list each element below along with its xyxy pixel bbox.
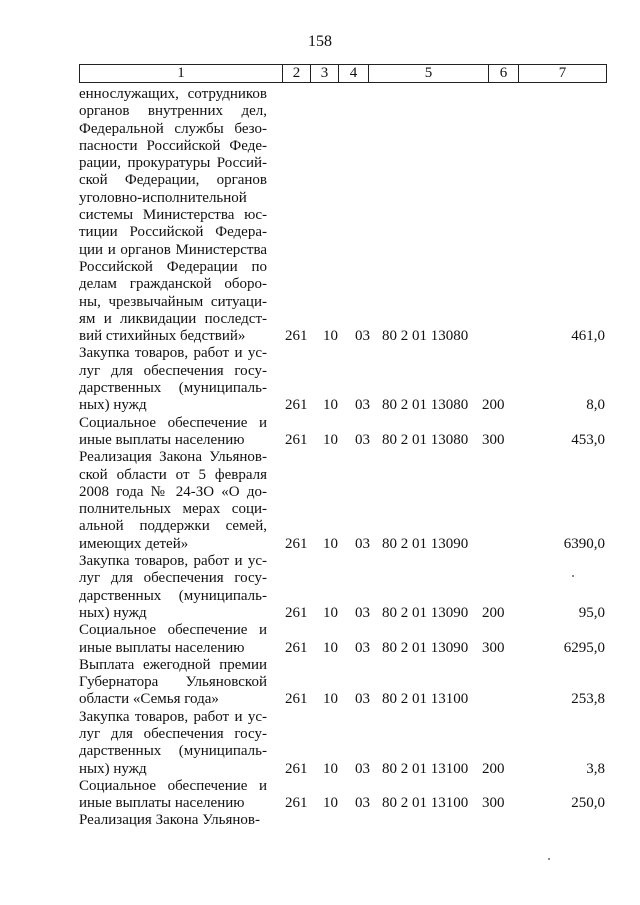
description-line: Реализация Закона Ульянов- [79, 449, 267, 466]
row-description [79, 553, 267, 622]
description-line: луг для обеспечения госу- [79, 362, 267, 379]
table-row [79, 86, 605, 345]
table-row [79, 812, 605, 829]
description-line: Российской Федерации по [79, 258, 267, 275]
description-line: Социальное обеспечение и [79, 777, 267, 794]
description-line: ных) нужд [79, 604, 147, 621]
ministry-code: 261 [285, 431, 308, 448]
description-line: ции и органов Министерства [79, 241, 267, 258]
amount-value: 95,0 [578, 604, 605, 621]
description-line: дарственных (муниципаль- [79, 743, 267, 760]
table-row [79, 449, 605, 553]
amount-value: 8,0 [586, 397, 605, 414]
description-line: ям и ликвидации последст- [79, 310, 267, 327]
section-code: 10 [323, 795, 338, 812]
description-line: 2008 года № 24-ЗО «О до- [79, 483, 267, 500]
section-code: 10 [323, 760, 338, 777]
description-line: еннослужащих, сотрудников [79, 86, 267, 102]
row-description [79, 812, 267, 829]
target-article-code: 80 2 01 13100 [382, 795, 469, 812]
subsection-code: 03 [355, 431, 370, 448]
row-description [79, 415, 267, 450]
description-line: ны, чрезвычайным ситуаци- [79, 293, 267, 310]
description-line: ской области от 5 февраля [79, 466, 267, 483]
description-line: рации, прокуратуры Россий- [79, 155, 267, 172]
description-line: имеющих детей» [79, 535, 189, 552]
expense-type-code: 200 [482, 760, 505, 777]
table-row [79, 709, 605, 778]
amount-value: 453,0 [571, 431, 605, 448]
expense-type-code: 200 [482, 397, 505, 414]
description-line: Губернатора Ульяновской [79, 674, 267, 691]
table-header [79, 64, 607, 83]
target-article-code: 80 2 01 13100 [382, 760, 469, 777]
target-article-code: 80 2 01 13090 [382, 639, 469, 656]
description-line: иные выплаты населению [79, 639, 245, 656]
description-line: иные выплаты населению [79, 795, 245, 812]
row-description [79, 657, 267, 709]
section-code: 10 [323, 639, 338, 656]
target-article-code: 80 2 01 13080 [382, 431, 469, 448]
table-row [79, 778, 605, 813]
description-line: пасности Российской Феде- [79, 137, 267, 154]
description-line: ных) нужд [79, 397, 147, 414]
description-line: дарственных (муниципаль- [79, 587, 267, 604]
ministry-code: 261 [285, 535, 308, 552]
description-line: области «Семья года» [79, 691, 219, 708]
subsection-code: 03 [355, 535, 370, 552]
table-row [79, 553, 605, 622]
target-article-code: 80 2 01 13080 [382, 328, 469, 345]
row-description [79, 449, 267, 553]
table-body [79, 86, 605, 830]
table-row [79, 345, 605, 414]
description-line: Реализация Закона Ульянов- [79, 812, 260, 829]
row-description [79, 345, 267, 414]
ministry-code: 261 [285, 691, 308, 708]
row-description [79, 709, 267, 778]
description-line: луг для обеспечения госу- [79, 570, 267, 587]
description-line: Социальное обеспечение и [79, 622, 267, 639]
amount-value: 461,0 [571, 328, 605, 345]
scan-speck [548, 858, 550, 860]
section-code: 10 [323, 431, 338, 448]
amount-value: 250,0 [571, 795, 605, 812]
description-line: ской Федерации, органов [79, 172, 267, 189]
ministry-code: 261 [285, 795, 308, 812]
description-line: тиции Российской Федера- [79, 224, 267, 241]
row-description [79, 86, 267, 345]
description-line: Закупка товаров, работ и ус- [79, 345, 267, 362]
amount-value: 6295,0 [563, 639, 605, 656]
ministry-code: 261 [285, 604, 308, 621]
description-line: полнительных мерах соци- [79, 501, 267, 518]
ministry-code: 261 [285, 639, 308, 656]
section-code: 10 [323, 328, 338, 345]
expense-type-code: 200 [482, 604, 505, 621]
subsection-code: 03 [355, 795, 370, 812]
description-line: луг для обеспечения госу- [79, 725, 267, 742]
row-description [79, 778, 267, 813]
description-line: Выплата ежегодной премии [79, 656, 267, 673]
scan-speck [572, 575, 574, 577]
description-line: Закупка товаров, работ и ус- [79, 708, 267, 725]
subsection-code: 03 [355, 760, 370, 777]
section-code: 10 [323, 604, 338, 621]
subsection-code: 03 [355, 604, 370, 621]
column-header: 2 [283, 65, 311, 82]
row-description [79, 622, 267, 657]
amount-value: 253,8 [571, 691, 605, 708]
expense-type-code: 300 [482, 431, 505, 448]
description-line: системы Министерства юс- [79, 207, 267, 224]
column-header: 1 [80, 65, 283, 82]
column-header: 5 [369, 65, 489, 82]
subsection-code: 03 [355, 328, 370, 345]
column-header: 3 [311, 65, 339, 82]
amount-value: 6390,0 [563, 535, 605, 552]
target-article-code: 80 2 01 13080 [382, 397, 469, 414]
description-line: дарственных (муниципаль- [79, 380, 267, 397]
description-line: Закупка товаров, работ и ус- [79, 553, 267, 570]
section-code: 10 [323, 535, 338, 552]
section-code: 10 [323, 397, 338, 414]
description-line: альной поддержки семей, [79, 518, 267, 535]
table-row [79, 622, 605, 657]
expense-type-code: 300 [482, 639, 505, 656]
page-number: 158 [308, 33, 332, 50]
subsection-code: 03 [355, 691, 370, 708]
description-line: ных) нужд [79, 760, 147, 777]
target-article-code: 80 2 01 13090 [382, 604, 469, 621]
target-article-code: 80 2 01 13100 [382, 691, 469, 708]
description-line: органов внутренних дел, [79, 103, 267, 120]
column-header: 6 [489, 65, 519, 82]
description-line: уголовно-исполнительной [79, 189, 247, 206]
subsection-code: 03 [355, 639, 370, 656]
column-header: 7 [558, 65, 567, 81]
description-line: Социальное обеспечение и [79, 414, 267, 431]
description-line: вий стихийных бедствий» [79, 328, 246, 345]
amount-value: 3,8 [586, 760, 605, 777]
description-line: Федеральной службы безо- [79, 120, 267, 137]
expense-type-code: 300 [482, 795, 505, 812]
section-code: 10 [323, 691, 338, 708]
table-row [79, 415, 605, 450]
target-article-code: 80 2 01 13090 [382, 535, 469, 552]
ministry-code: 261 [285, 397, 308, 414]
ministry-code: 261 [285, 760, 308, 777]
description-line: иные выплаты населению [79, 431, 245, 448]
column-header: 4 [339, 65, 369, 82]
ministry-code: 261 [285, 328, 308, 345]
description-line: делам гражданской оборо- [79, 276, 267, 293]
table-row [79, 657, 605, 709]
subsection-code: 03 [355, 397, 370, 414]
